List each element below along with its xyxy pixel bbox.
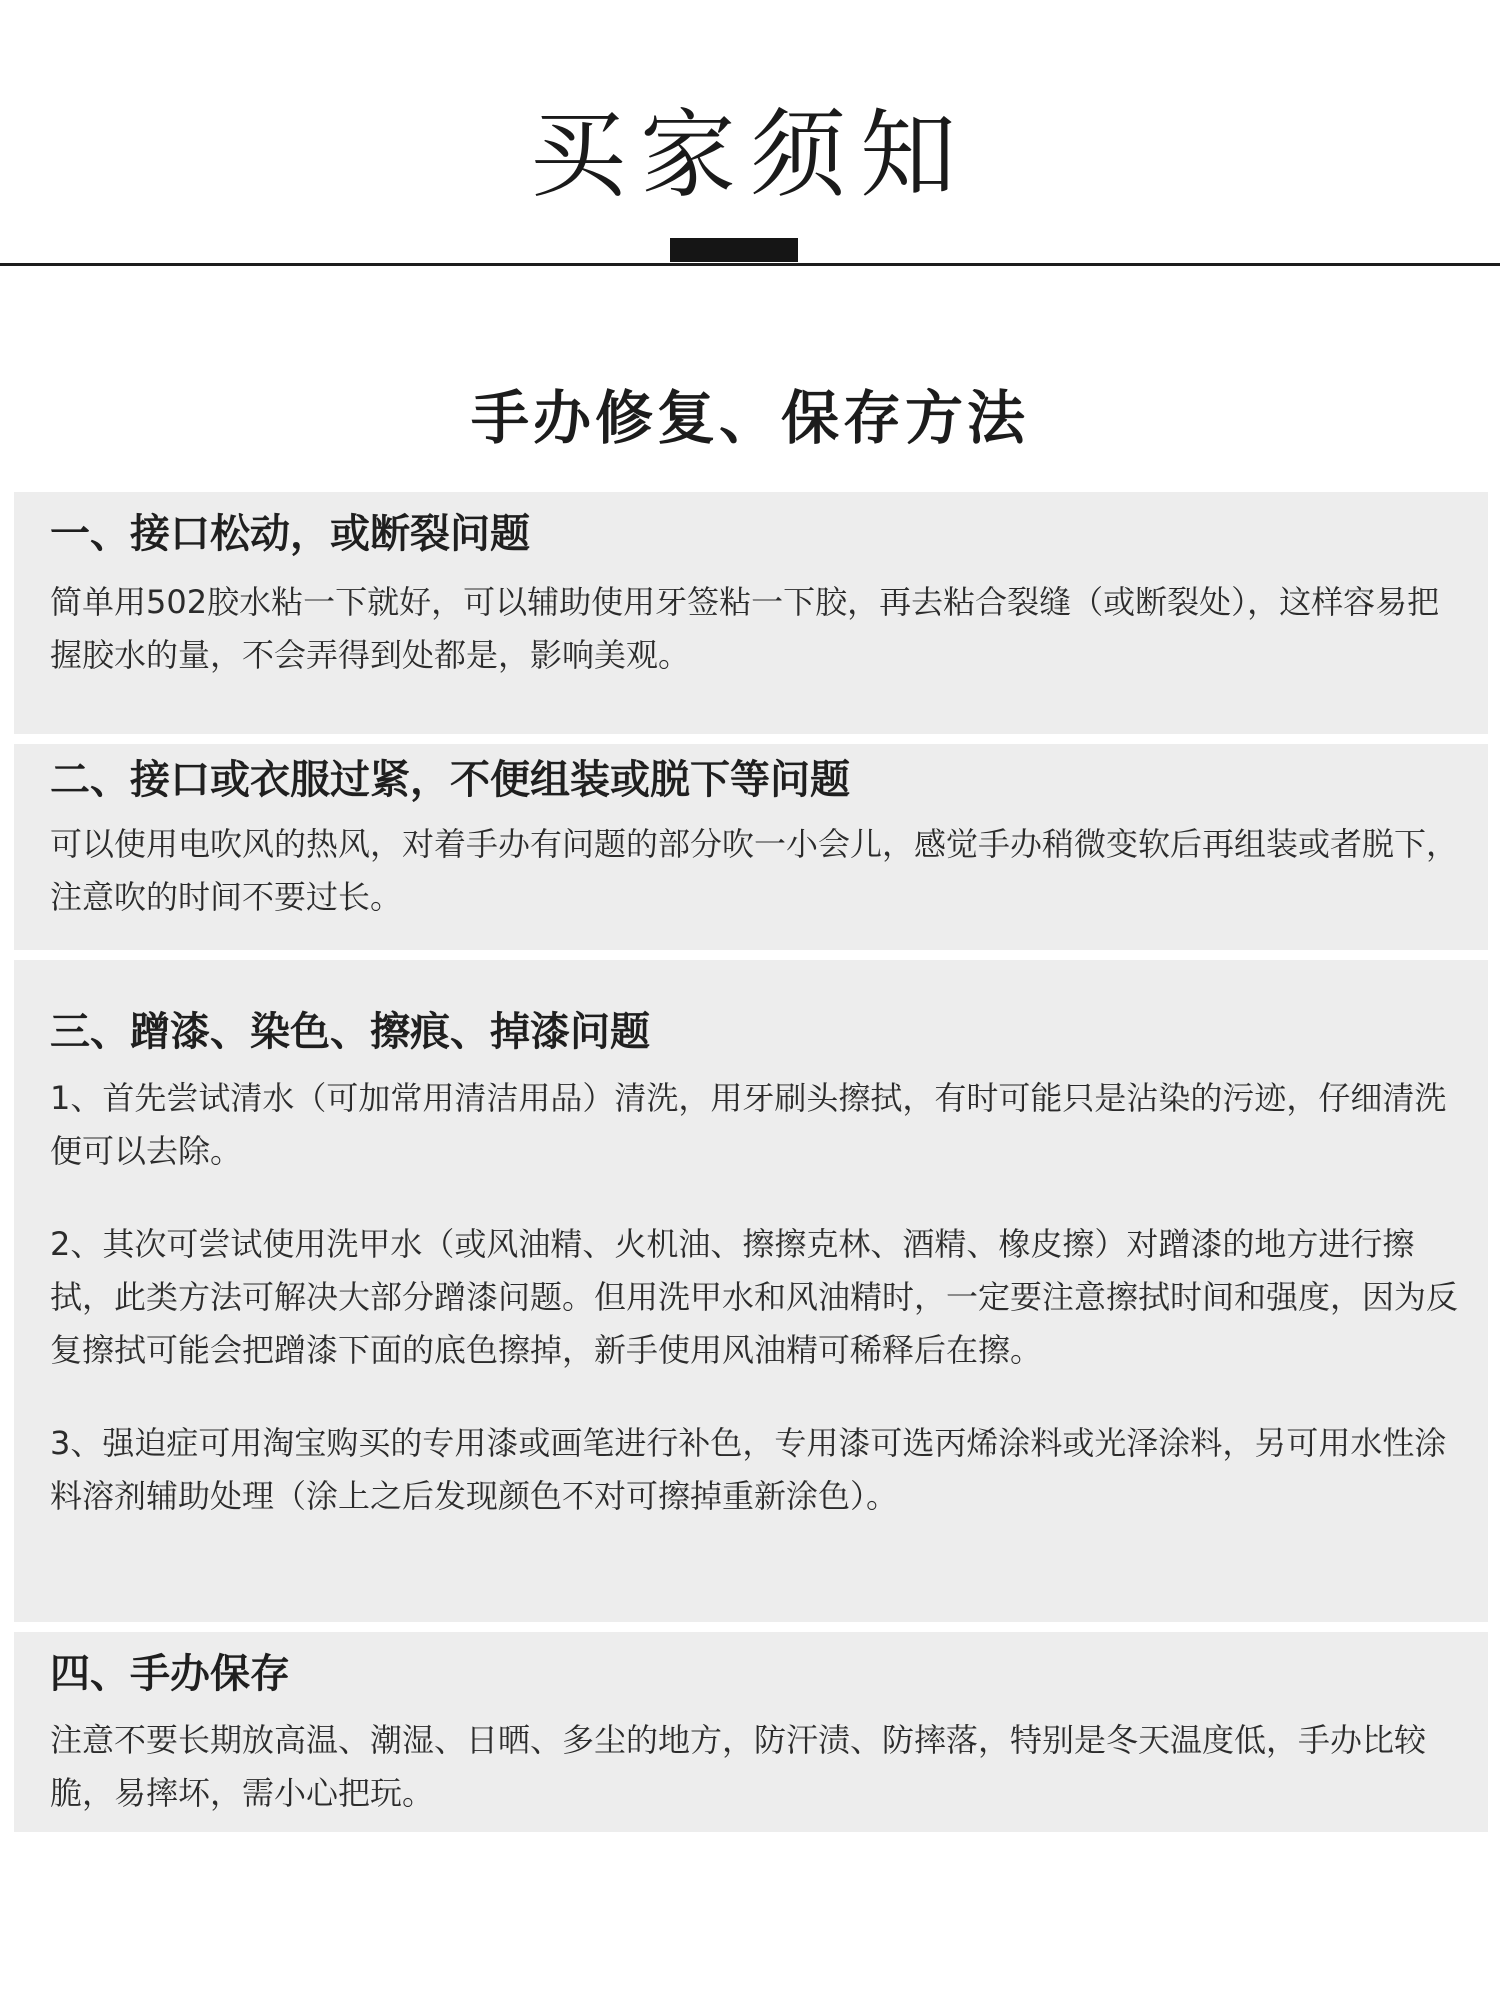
panel-joint-tight [14,744,1488,950]
section-heading: 手办修复、保存方法 [470,384,1029,452]
panel-joint-loose [14,492,1488,734]
panel-paragraph: 注意不要长期放高温、潮湿、日晒、多尘的地方，防汗渍、防摔落，特别是冬天温度低，手办比较脆，易摔坏，需小心把玩。 [50,1721,1427,1812]
panel-paragraph: 3、强迫症可用淘宝购买的专用漆或画笔进行补色，专用漆可选丙烯涂料或光泽涂料，另可用水性涂料溶剂辅助处理（涂上之后发现颜色不对可擦掉重新涂色）。 [50,1424,1447,1515]
title-divider [0,263,1500,266]
panel-storage [14,1632,1488,1832]
title-accent-bar [670,238,798,262]
panel-paragraph: 2、其次可尝试使用洗甲水（或风油精、火机油、擦擦克林、酒精、橡皮擦）对蹭漆的地方进行擦拭，此类方法可解决大部分蹭漆问题。但用洗甲水和风油精时，一定要注意擦拭时间和强度，因为反复擦拭可能会把蹭漆下面的底色擦掉，新手使用风油精可稀释后在擦。 [50,1225,1459,1369]
panel-text [50,818,1465,924]
page-title: 买家须知 [530,99,970,211]
panel-text [50,1714,1465,1820]
panel-paragraph: 1、首先尝试清水（可加常用清洁用品）清洗，用牙刷头擦拭，有时可能只是沾染的污迹，仔细清洗便可以去除。 [50,1079,1447,1170]
panel-title: 三、蹭漆、染色、擦痕、掉漆问题 [50,1009,650,1055]
panel-paragraph: 可以使用电吹风的热风，对着手办有问题的部分吹一小会儿，感觉手办稍微变软后再组装或者脱下，注意吹的时间不要过长。 [50,825,1459,916]
panel-title: 二、接口或衣服过紧，不便组装或脱下等问题 [50,757,850,803]
panel-paint-issues [14,960,1488,1622]
panel-text [50,576,1465,682]
panel-title: 一、接口松动，或断裂问题 [50,511,530,557]
panel-paragraph: 简单用502胶水粘一下就好，可以辅助使用牙签粘一下胶，再去粘合裂缝（或断裂处），这样容易把握胶水的量，不会弄得到处都是，影响美观。 [50,583,1440,674]
panel-text [50,1072,1465,1523]
panel-title: 四、手办保存 [50,1651,290,1697]
